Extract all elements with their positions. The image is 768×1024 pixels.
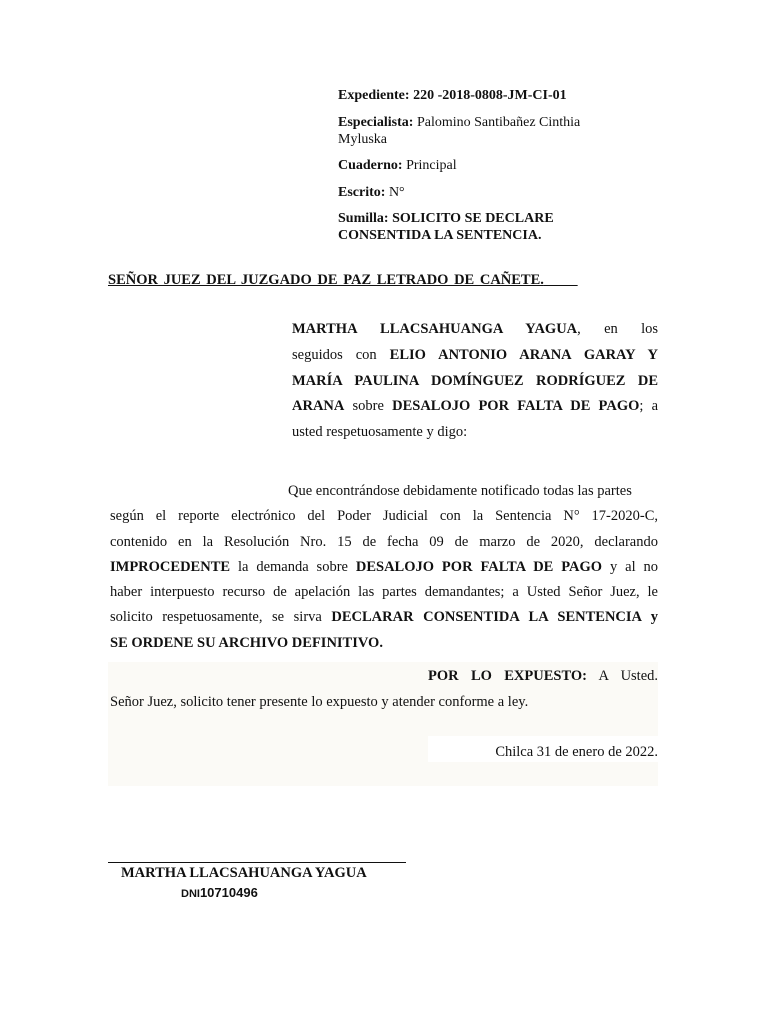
sumilla-label: Sumilla: [338, 211, 389, 226]
defendant-name-3: ARANA [292, 398, 345, 414]
dni-label: DNI [181, 888, 200, 900]
body-line-5 [110, 584, 658, 601]
defendant-name-2: MARÍA PAULINA DOMÍNGUEZ RODRÍGUEZ DE [292, 373, 658, 389]
expediente-value: 220 -2018-0808-JM-CI-01 [413, 88, 567, 103]
date-line [410, 744, 658, 761]
body-text: haber interpuesto recurso de apelación las partes demandantes; a Usted Señor Juez, le [110, 584, 658, 600]
shaded-band-3 [108, 762, 658, 786]
defendant-name-1: ELIO ANTONIO ARANA GARAY Y [389, 347, 659, 363]
closing-line-2 [110, 694, 658, 711]
signature-dni [181, 884, 258, 902]
dni-value: 10710496 [199, 885, 258, 900]
addressee-text: SEÑOR JUEZ DEL JUZGADO DE PAZ LETRADO DE CAÑETE. [108, 272, 544, 288]
ruling-text: IMPROCEDENTE [110, 559, 231, 575]
body-line-1 [288, 483, 658, 500]
closing-text: Señor Juez, solicito tener presente lo expuesto y atender conforme a ley. [110, 694, 529, 710]
intro-text: usted respetuosamente y digo: [292, 424, 468, 440]
closing-text: A Usted. [598, 668, 659, 684]
especialista-value-2: Myluska [338, 132, 387, 147]
request-text: DECLARAR CONSENTIDA LA SENTENCIA y [331, 609, 659, 625]
por-lo-expuesto: POR LO EXPUESTO: [428, 668, 587, 684]
especialista-label: Especialista: [338, 115, 414, 130]
shaded-band-2 [108, 736, 428, 764]
signature-line [108, 862, 406, 863]
case-matter: DESALOJO POR FALTA DE PAGO [392, 398, 640, 414]
intro-text: ; a [639, 398, 659, 414]
intro-line-4 [292, 398, 658, 415]
intro-text: seguidos con [292, 347, 377, 363]
signer-name: MARTHA LLACSAHUANGA YAGUA [121, 865, 367, 881]
escrito-line [338, 184, 628, 201]
case-matter: DESALOJO POR FALTA DE PAGO [355, 559, 603, 575]
sumilla-line [338, 210, 628, 244]
body-paragraph [110, 483, 658, 653]
intro-line-5 [292, 424, 658, 441]
body-line-2 [110, 508, 658, 525]
expediente-label: Expediente: [338, 88, 410, 103]
escrito-label: Escrito: [338, 185, 386, 200]
escrito-value: N° [388, 185, 405, 200]
especialista-value-1: Palomino Santibañez Cinthia [416, 115, 581, 130]
body-line-3 [110, 534, 658, 551]
closing-paragraph [110, 668, 658, 718]
plaintiff-name: MARTHA LLACSAHUANGA YAGUA [292, 321, 578, 337]
request-text: SE ORDENE SU ARCHIVO DEFINITIVO. [110, 635, 383, 651]
body-text: según el reporte electrónico del Poder Judicial con la Sentencia N° 17-2020-C, [110, 508, 658, 524]
body-text: la demanda sobre [237, 559, 348, 575]
intro-paragraph [292, 321, 658, 446]
body-text: y al no [609, 559, 659, 575]
cuaderno-label: Cuaderno: [338, 158, 403, 173]
intro-text: , en los [577, 321, 659, 337]
intro-line-2 [292, 347, 658, 364]
expediente-line [338, 87, 628, 104]
especialista-line [338, 114, 628, 148]
body-line-4 [110, 559, 658, 576]
date-text: Chilca 31 de enero de 2022. [495, 744, 658, 760]
body-text: solicito respetuosamente, se sirva [110, 609, 322, 625]
body-text: Que encontrándose debidamente notificado todas las partes [288, 483, 632, 499]
body-line-6 [110, 609, 658, 626]
signature-name [121, 865, 367, 882]
sumilla-value-1: SOLICITO SE DECLARE [392, 211, 554, 226]
addressee [108, 272, 578, 289]
cuaderno-value: Principal [406, 158, 457, 173]
body-text: contenido en la Resolución Nro. 15 de fecha 09 de marzo de 2020, declarando [110, 534, 658, 550]
body-line-7 [110, 635, 658, 652]
intro-line-3 [292, 373, 658, 390]
intro-line-1 [292, 321, 658, 338]
closing-line-1 [428, 668, 658, 685]
sumilla-value-2: CONSENTIDA LA SENTENCIA. [338, 228, 542, 243]
cuaderno-line [338, 157, 628, 174]
intro-text: sobre [352, 398, 384, 414]
